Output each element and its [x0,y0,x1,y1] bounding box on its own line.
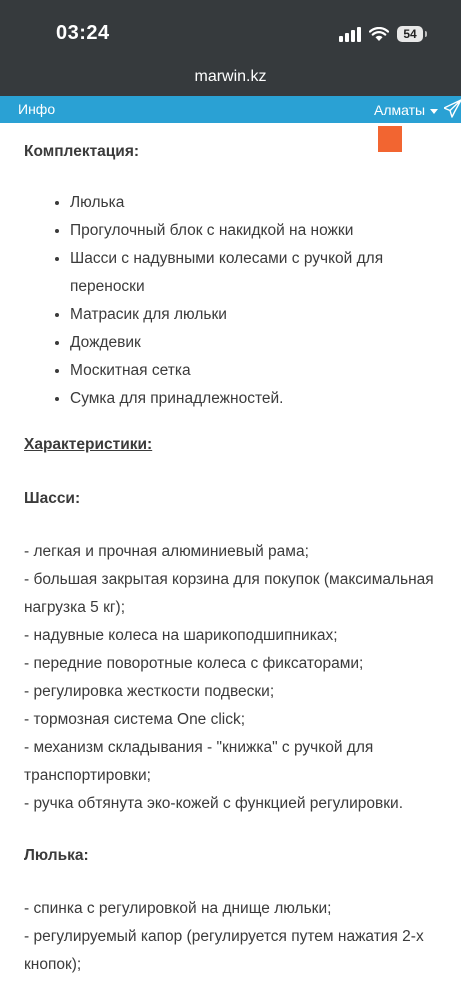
browser-chrome [0,0,461,96]
section-title-complect: Комплектация: [24,143,140,160]
list-item: • Матрасик для люльки [70,301,434,329]
cradle-lines [24,895,434,979]
list-item: • Дождевик [70,329,434,357]
paper-plane-icon[interactable] [444,99,461,119]
complect-list [24,189,434,413]
chevron-down-icon [430,109,438,114]
section-title-chassis: Шасси: [24,490,81,507]
product-description [24,123,434,979]
list-item: • Шасси с надувными колесами с ручкой для переноски [70,245,434,301]
list-item: • Люлька [70,189,434,217]
spec-line: - регулировка жесткости подвески; [24,683,275,700]
spec-line: - тормозная система One click; [24,711,246,728]
spec-line: - регулируемый капор (регулируется путем нажатия 2-х кнопок); [24,928,424,973]
spec-line: - механизм складывания - "книжка" с ручкой для транспортировки; [24,739,374,784]
section-title-specs: Характеристики: [24,436,153,453]
cellular-signal-icon [339,26,361,42]
chassis-lines [24,538,434,818]
wifi-icon [369,27,389,42]
spec-line: - большая закрытая корзина для покупок (максимальная нагрузка 5 кг); [24,571,434,616]
city-selector[interactable] [374,102,438,118]
address-bar-url[interactable]: marwin.kz [194,68,267,85]
spec-line: - ручка обтянута эко-кожей с функцией регулировки. [24,795,404,812]
site-nav-bar [0,96,461,123]
list-item: • Сумка для принадлежностей. [70,385,434,413]
list-item: • Москитная сетка [70,357,434,385]
battery-icon: 54 [397,26,423,42]
city-selector-label: Алматы [374,102,426,118]
section-title-cradle: Люлька: [24,847,89,864]
nav-link-info[interactable]: Инфо [18,101,56,117]
status-time: 03:24 [56,22,110,44]
spec-line: - передние поворотные колеса с фиксаторами; [24,655,364,672]
spec-line: - легкая и прочная алюминиевый рама; [24,543,309,560]
list-item: • Прогулочный блок с накидкой на ножки [70,217,434,245]
spec-line: - спинка с регулировкой на днище люльки; [24,900,332,917]
spec-line: - надувные колеса на шарикоподшипниках; [24,627,338,644]
status-icons [339,24,423,44]
